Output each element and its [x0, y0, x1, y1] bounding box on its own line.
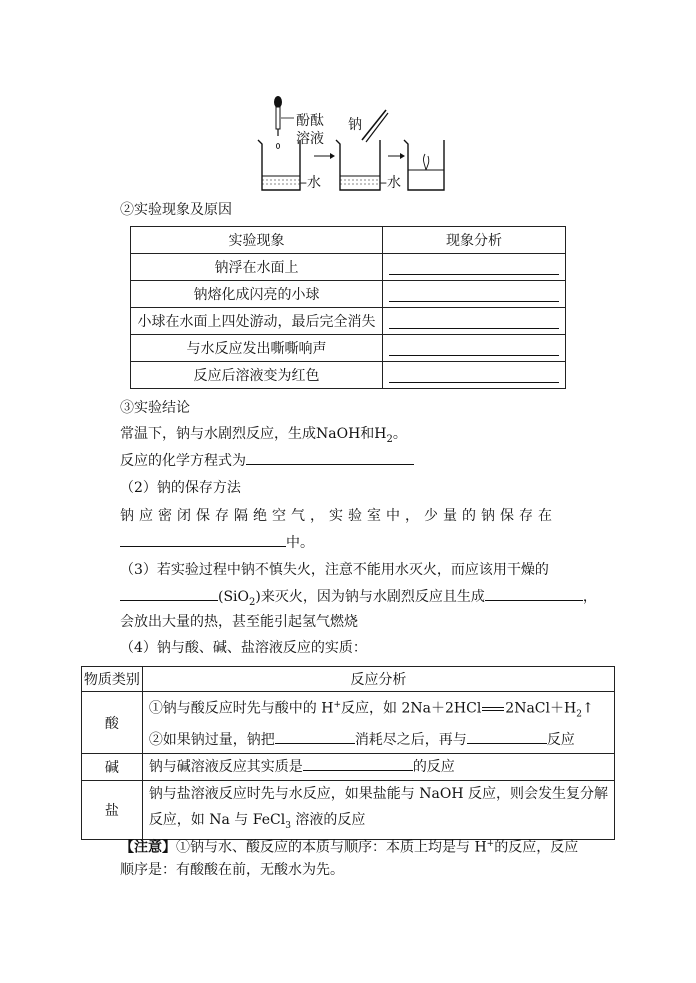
header-analysis: 现象分析: [383, 227, 566, 254]
analysis-blank-cell[interactable]: [383, 362, 566, 389]
salt-line-1: 钠与盐溶液反应时先与水反应，如果盐能与 NaOH 反应，则会发生复分解: [148, 786, 608, 803]
acid-excess-blank-1[interactable]: [275, 729, 355, 744]
equation-line: 反应的化学方程式为: [120, 450, 414, 471]
base-analysis: [142, 754, 614, 781]
answer-line[interactable]: [389, 355, 559, 356]
header-phenomenon: 实验现象: [131, 227, 383, 254]
note-label: 【注意】: [120, 839, 176, 856]
acid-excess-blank-2[interactable]: [467, 729, 547, 744]
table-header-row: [131, 227, 566, 254]
conclusion-text: 常温下，钠与水剧烈反应，生成NaOH和$H_2$。: [120, 426, 407, 445]
reaction-table: [81, 666, 615, 840]
table-row-acid: [82, 692, 615, 754]
table-row: [131, 254, 566, 281]
salt-line-2: 反应，如 Na 与 FeCl$_3$ 溶液的反应: [148, 812, 366, 832]
category-salt: 盐: [82, 781, 143, 840]
phenomenon-cell: 反应后溶液变为红色: [131, 362, 383, 389]
phenomenon-cell: 与水反应发出嘶嘶响声: [131, 335, 383, 362]
section-conclusion-title: ③实验结论: [120, 400, 190, 416]
storage-text: 钠应密闭保存隔绝空气，实验室中，少量的钠保存在: [120, 508, 557, 524]
observation-table: [130, 226, 566, 389]
beaker-apparatus-illustration: [250, 96, 450, 196]
answer-line[interactable]: [389, 382, 559, 383]
table-row: [131, 335, 566, 362]
table-header-row: [82, 667, 615, 692]
table-row: [131, 281, 566, 308]
label-sodium: 钠: [348, 117, 362, 133]
equals-sign: [482, 707, 504, 711]
storage-blank[interactable]: [120, 532, 286, 547]
section-observation-title: ②实验现象及原因: [120, 202, 232, 218]
category-base: 碱: [82, 754, 143, 781]
category-acid: 酸: [82, 692, 143, 754]
phenomenon-cell: 钠浮在水面上: [131, 254, 383, 281]
fire-text-2: (SiO$_2$)来灭火，因为钠与水剧烈反应且生成 ，: [120, 586, 597, 613]
header-reaction-analysis: 反应分析: [142, 667, 614, 692]
phenomenon-cell: 小球在水面上四处游动，最后完全消失: [131, 308, 383, 335]
label-water-1: –水: [300, 175, 321, 191]
fire-text-3: 会放出大量的热，甚至能引起氢气燃烧: [120, 614, 358, 630]
answer-line[interactable]: [389, 301, 559, 302]
extinguisher-blank[interactable]: [120, 586, 218, 601]
answer-line[interactable]: [389, 274, 559, 275]
salt-analysis: [142, 781, 614, 840]
acid-line-1: ①钠与酸反应时先与酸中的 H+反应，如 2Na＋2HCl $2NaCl+H_2↑$: [148, 700, 594, 720]
phenomenon-cell: 钠熔化成闪亮的小球: [131, 281, 383, 308]
label-water-2: –水: [380, 175, 401, 191]
experiment-diagram: [250, 96, 450, 196]
table-row: [131, 308, 566, 335]
note-line-2: 顺序是：有酸酸在前，无酸水为先。: [120, 862, 344, 878]
reaction-title: （4）钠与酸、碱、盐溶液反应的实质：: [120, 640, 367, 656]
equation-blank[interactable]: [246, 450, 414, 465]
storage-answer-line: 中。: [120, 532, 314, 553]
table-row: [131, 362, 566, 389]
analysis-blank-cell[interactable]: [383, 335, 566, 362]
base-line: 钠与碱溶液反应其实质是 的反应: [149, 754, 608, 780]
note-line-1: 【注意】①钠与水、酸反应的本质与顺序：本质上均是与 H+的反应，反应: [120, 839, 579, 856]
analysis-blank-cell[interactable]: [383, 254, 566, 281]
storage-title: （2）钠的保存方法: [120, 480, 241, 496]
header-category: 物质类别: [82, 667, 143, 692]
base-blank[interactable]: [303, 756, 413, 771]
analysis-blank-cell[interactable]: [383, 308, 566, 335]
answer-line[interactable]: [389, 328, 559, 329]
acid-analysis: [142, 692, 614, 754]
product-blank[interactable]: [485, 586, 583, 601]
fire-text-1: （3）若实验过程中钠不慎失火，注意不能用水灭火，而应该用干燥的: [120, 562, 549, 578]
analysis-blank-cell[interactable]: [383, 281, 566, 308]
table-row-salt: [82, 781, 615, 840]
acid-line-2: ②如果钠过量，钠把 消耗尽之后，再与 反应: [149, 727, 608, 753]
label-phenolphthalein: 酚酞: [296, 113, 324, 129]
label-solution: 溶液: [296, 131, 324, 147]
table-row-base: [82, 754, 615, 781]
